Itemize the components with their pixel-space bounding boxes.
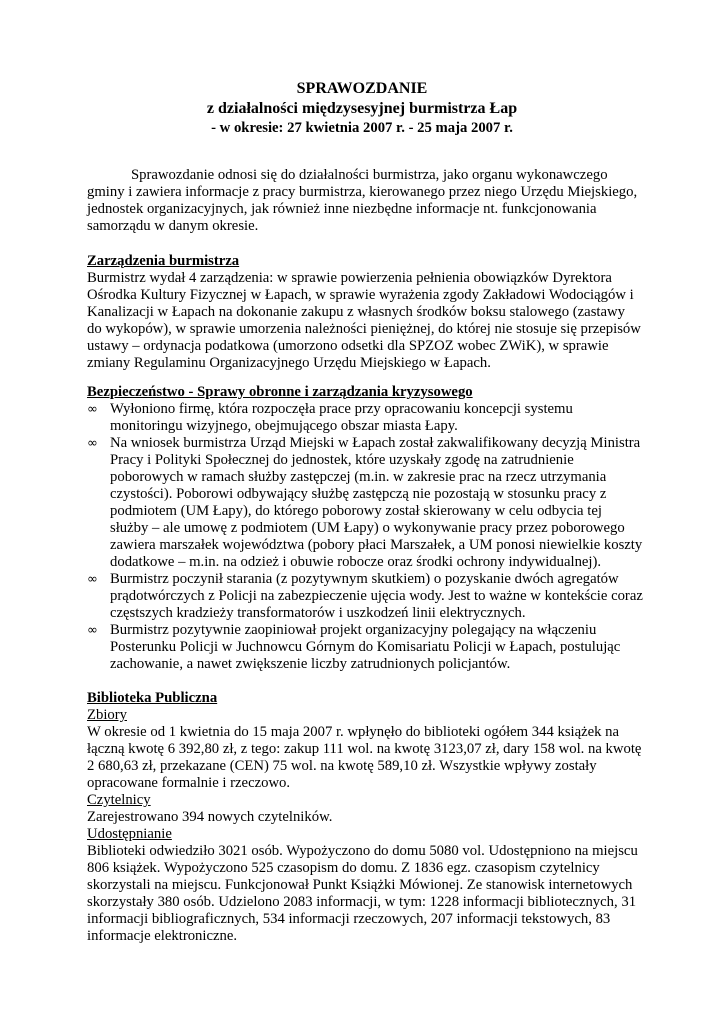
zbiory-text: W okresie od 1 kwietnia do 15 maja 2007 r. wpłynęło do biblioteki ogółem 344 książek na łączną kwotę 6 392,80 zł, z tego: zakup 111 wol. na kwotę 3123,07 zł, dary 158 wol. na kwotę 2 680,63 zł, przekazane (CEN) 75 wol. na kwotę 589,10 zł. Wszystkie wpływy zostały opracowane formalnie i rzeczowo. — [87, 724, 642, 791]
section-biblioteka — [87, 690, 643, 945]
section-bezpieczenstwo — [87, 384, 643, 673]
subheading-udostepnianie: Udostępnianie — [87, 826, 172, 842]
infinity-bullet-icon: ∞ — [87, 402, 98, 417]
list-item-text: Burmistrz poczynił starania (z pozytywnym skutkiem) o pozyskanie dwóch agregatów prądotwórczych z Policji na zabezpieczenie ujęcia wody. Jest to ważne w kontekście coraz częstszych kradzieży transformatorów i uszkodzeń linii elektrycznych. — [110, 571, 643, 621]
infinity-bullet-icon: ∞ — [87, 623, 98, 638]
list-item — [87, 571, 643, 622]
list-item — [87, 435, 643, 571]
document-title — [0, 79, 724, 137]
subheading-czytelnicy: Czytelnicy — [87, 792, 151, 808]
infinity-bullet-icon: ∞ — [87, 572, 98, 587]
title-line-2: z działalności międzysesyjnej burmistrza Łap — [206, 100, 518, 117]
title-line-1: SPRAWOZDANIE — [296, 80, 428, 97]
list-item — [87, 622, 643, 673]
list-item-text: Na wniosek burmistrza Urząd Miejski w Łapach został zakwalifikowany decyzją Ministra Pracy i Polityki Społecznej do jednostek, które uzyskały zgodę na zatrudnienie poborowych w ramach służby zastępczej (m.in. w zakresie prac na rzecz utrzymania czystości). Poborowi odbywający służbę zastępczą nie pozostają w stosunku pracy z podmiotem (UM Łapy), do którego poborowy został skierowany w celu odbycia tej służby – ale umowę z podmiotem (UM Łapy) o wykonywanie pracy przez poborowego zawiera marszałek województwa (pobory płaci Marszałek, a UM ponosi niewielkie koszty dodatkowe – m.in. na odzież i obuwie robocze oraz środki ochrony indywidualnej). — [110, 435, 643, 570]
zarzadzenia-text: Burmistrz wydał 4 zarządzenia: w sprawie powierzenia pełnienia obowiązków Dyrektora Ośrodka Kultury Fizycznej w Łapach, w sprawie wyrażenia zgody Zakładowi Wodociągów i Kanalizacji w Łapach na dokonanie zakupu z własnych środków boksu stalowego (zastawy do wykopów), w sprawie umorzenia należności pieniężnej, do której nie stosuje się przepisów ustawy – ordynacja podatkowa (umorzono odsetki dla SPZOZ wobec ZWiK), w sprawie zmiany Regulaminu Organizacyjnego Urzędu Miejskiego w Łapach. — [87, 270, 641, 371]
intro-paragraph: Sprawozdanie odnosi się do działalności burmistrza, jako organu wykonawczego gminy i zawiera informacje z pracy burmistrza, kierowanego przez niego Urzędu Miejskiego, jednostek organizacyjnych, jak również inne niezbędne informacje nt. funkcjonowania samorządu w danym okresie. — [87, 167, 638, 234]
section-heading-bezpieczenstwo: Bezpieczeństwo - Sprawy obronne i zarządzania kryzysowego — [87, 384, 473, 400]
czytelnicy-text: Zarejestrowano 394 nowych czytelników. — [87, 809, 333, 825]
title-period: - w okresie: 27 kwietnia 2007 r. - 25 maja 2007 r. — [211, 120, 513, 136]
subheading-zbiory: Zbiory — [87, 707, 127, 723]
section-heading-zarzadzenia: Zarządzenia burmistrza — [87, 253, 240, 269]
list-item — [87, 401, 643, 435]
bezpieczenstwo-list — [87, 401, 643, 673]
udostepnianie-text: Biblioteki odwiedziło 3021 osób. Wypożyczono do domu 5080 vol. Udostępniono na miejscu 806 książek. Wypożyczono 525 czasopism do domu. Z 1836 egz. czasopism czytelnicy skorzystali na miejscu. Funkcjonował Punkt Książki Mówionej. Ze stanowisk internetowych skorzystały 380 osób. Udzielono 2083 informacji, w tym: 1228 informacji bibliotecznych, 31 informacji bibliograficznych, 534 informacji rzeczowych, 207 informacji tekstowych, 83 informacje elektroniczne. — [87, 843, 638, 944]
list-item-text: Burmistrz pozytywnie zaopiniował projekt organizacyjny polegający na włączeniu Posterunku Policji w Juchnowcu Górnym do Komisariatu Policji w Łapach, postulując zachowanie, a nawet zwiększenie liczby zatrudnionych policjantów. — [110, 622, 621, 672]
section-heading-biblioteka: Biblioteka Publiczna — [87, 690, 218, 706]
list-item-text: Wyłoniono firmę, która rozpoczęła prace przy opracowaniu koncepcji systemu monitoringu wizyjnego, obejmującego obszar miasta Łapy. — [110, 401, 573, 434]
section-zarzadzenia — [87, 253, 643, 372]
infinity-bullet-icon: ∞ — [87, 436, 98, 451]
